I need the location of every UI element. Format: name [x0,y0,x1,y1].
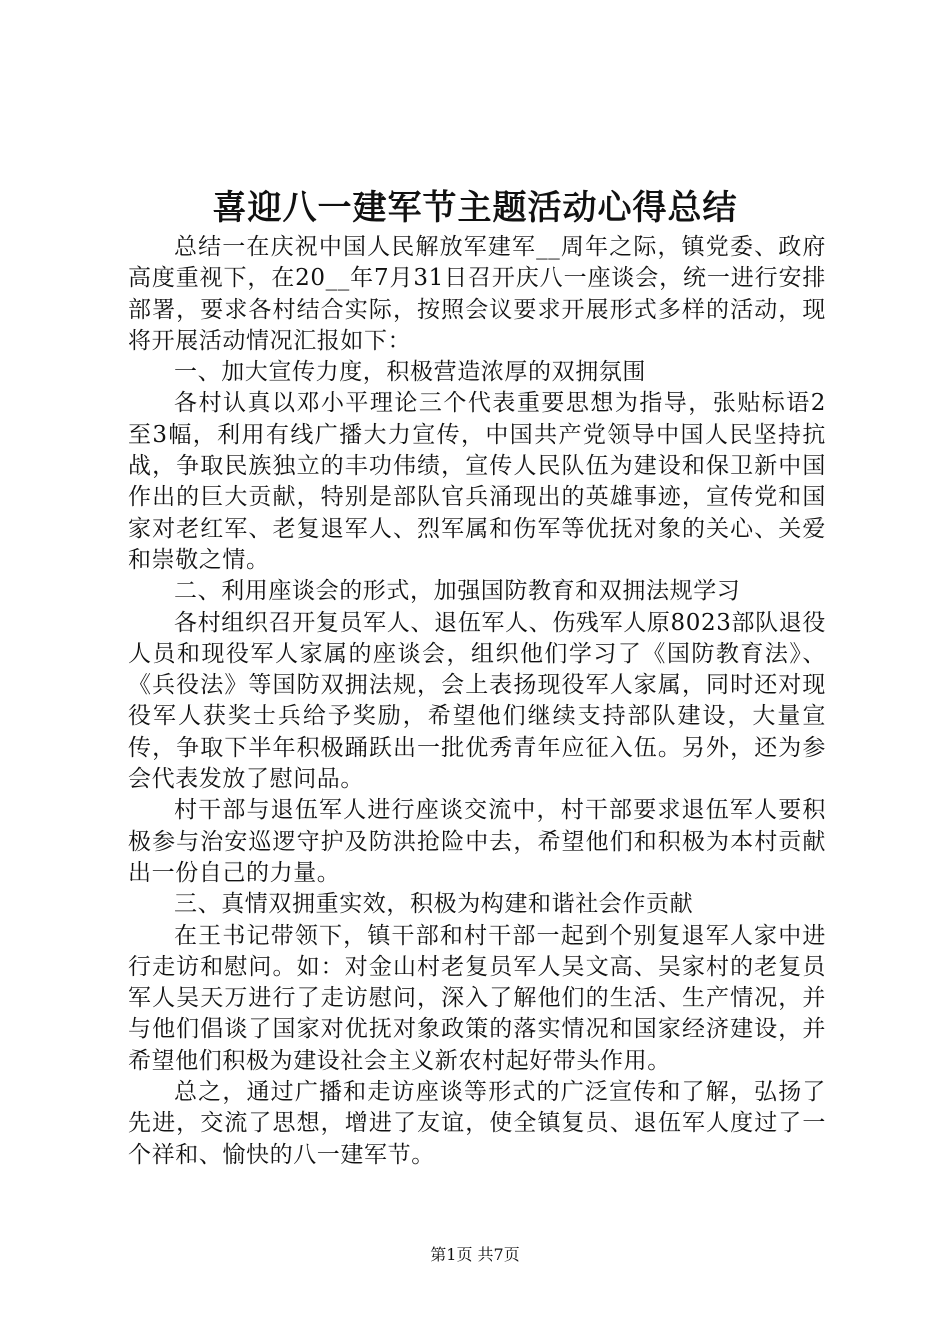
conclusion-paragraph: 总之，通过广播和走访座谈等形式的广泛宣传和了解，弘扬了先进，交流了思想，增进了友谊，使全镇复员、退伍军人度过了一个祥和、愉快的八一建军节。 [128,1079,826,1168]
section-2-paragraph-1: 各村组织召开复员军人、退伍军人、伤残军人原8023部队退役人员和现役军人家属的座谈会，组织他们学习了《国防教育法》、《兵役法》等国防双拥法规，会上表扬现役军人家属，同时还对现役军人获奖士兵给予奖励，希望他们继续支持部队建设，大量宣传，争取下半年积极踊跃出一批优秀青年应征入伍。另外，还为参会代表发放了慰问品。 [128,609,826,793]
section-2-paragraph-2: 村干部与退伍军人进行座谈交流中，村干部要求退伍军人要积极参与治安巡逻守护及防洪抢险中去，希望他们和积极为本村贡献出一份自己的力量。 [128,797,826,886]
section-heading-1: 一、加大宣传力度，积极营造浓厚的双拥氛围 [174,359,646,386]
section-heading-3: 三、真情双拥重实效，积极为构建和谐社会作贡献 [174,891,694,918]
intro-paragraph: 总结一在庆祝中国人民解放军建军__周年之际，镇党委、政府高度重视下，在20__年7月31日召开庆八一座谈会，统一进行安排部署，要求各村结合实际，按照会议要求开展形式多样的活动，现将开展活动情况汇报如下： [128,234,826,354]
page-indicator: 第1页 共7页 [430,1245,520,1264]
section-heading-2: 二、利用座谈会的形式，加强国防教育和双拥法规学习 [174,578,741,605]
section-1-paragraph: 各村认真以邓小平理论三个代表重要思想为指导，张贴标语2至3幅，利用有线广播大力宣传，中国共产党领导中国人民坚持抗战，争取民族独立的丰功伟绩，宣传人民队伍为建设和保卫新中国作出的巨大贡献，特别是部队官兵涌现出的英雄事迹，宣传党和国家对老红军、老复退军人、烈军属和伤军等优抚对象的关心、关爱和崇敬之情。 [128,390,826,573]
document-title: 喜迎八一建军节主题活动心得总结 [212,188,738,228]
document-body [128,232,826,1171]
section-3-paragraph: 在王书记带领下，镇干部和村干部一起到个别复退军人家中进行走访和慰问。如：对金山村老复员军人吴文高、吴家村的老复员军人吴天万进行了走访慰问，深入了解他们的生活、生产情况，并与他们倡谈了国家对优抚对象政策的落实情况和国家经济建设，并希望他们积极为建设社会主义新农村起好带头作用。 [128,922,826,1074]
